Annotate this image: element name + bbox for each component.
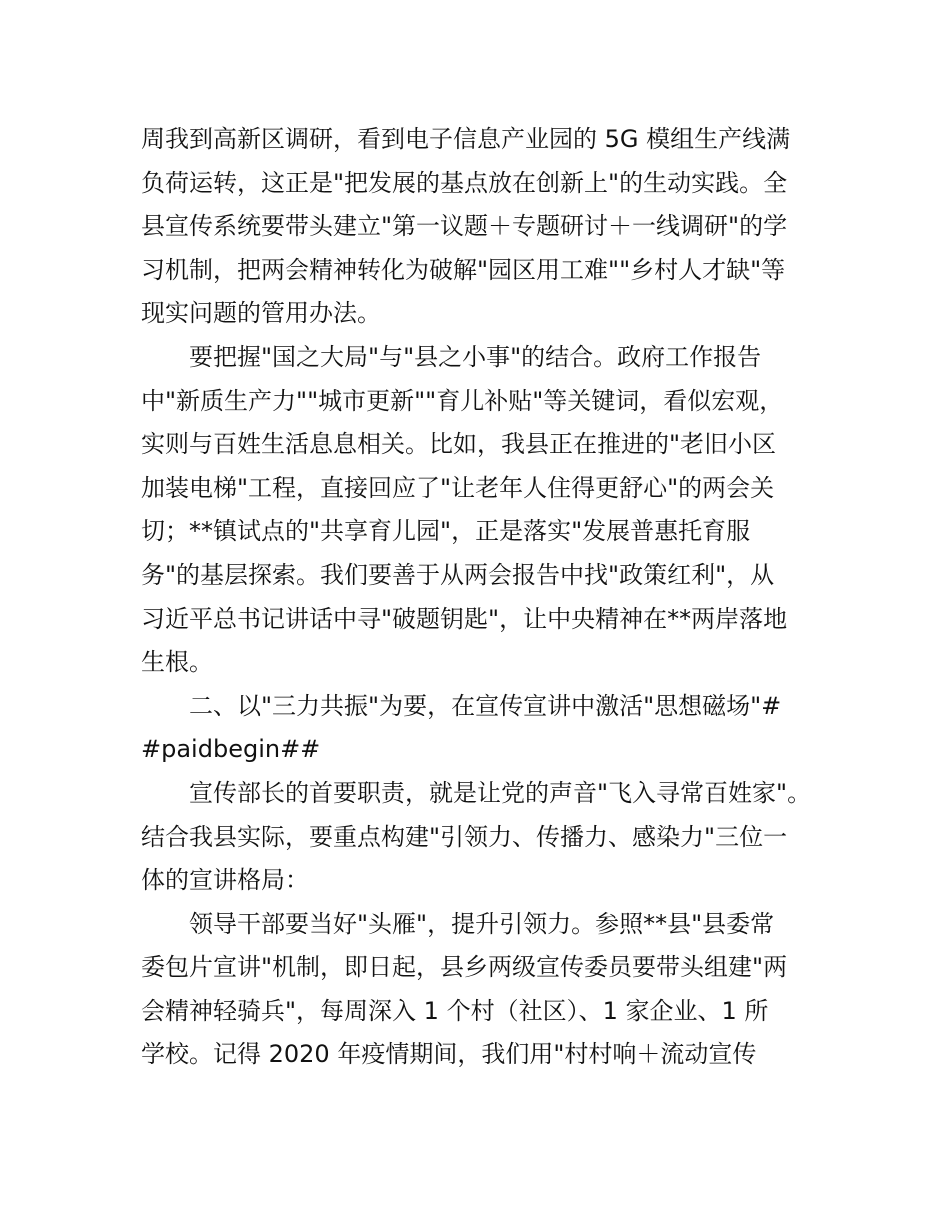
- text-line: 宣传部长的首要职责，就是让党的声音"飞入寻常百姓家"。: [189, 778, 812, 807]
- text-line: 习机制，把两会精神转化为破解"园区用工难""乡村人才缺"等: [141, 255, 786, 284]
- text-line: 结合我县实际，要重点构建"引领力、传播力、感染力"三位一: [141, 822, 788, 851]
- text-line: 生根。: [141, 648, 213, 677]
- text-line: 习近平总书记讲话中寻"破题钥匙"，让中央精神在**两岸落地: [141, 604, 788, 633]
- text-line: 务"的基层探索。我们要善于从两会报告中找"政策红利"，从: [141, 560, 775, 589]
- paragraph-1: [141, 118, 821, 336]
- text-line: 现实问题的管用办法。: [141, 299, 381, 328]
- text-line: 学校。记得 2020 年疫情期间，我们用"村村响＋流动宣传: [141, 1040, 757, 1069]
- text-line: 实则与百姓生活息息相关。比如，我县正在推进的"老旧小区: [141, 430, 777, 459]
- section-heading-2: [141, 685, 821, 772]
- text-line: 负荷运转，这正是"把发展的基点放在创新上"的生动实践。全: [141, 168, 788, 197]
- text-line: 会精神轻骑兵"，每周深入 1 个村（社区）、1 家企业、1 所: [141, 996, 769, 1025]
- text-line: 要把握"国之大局"与"县之小事"的结合。政府工作报告: [189, 342, 762, 371]
- heading-line: 二、以"三力共振"为要，在宣传宣讲中激活"思想磁场"#: [189, 691, 782, 720]
- text-line: 委包片宣讲"机制，即日起，县乡两级宣传委员要带头组建"两: [141, 953, 788, 982]
- document-body: [141, 118, 821, 1077]
- text-line: 县宣传系统要带头建立"第一议题＋专题研讨＋一线调研"的学: [141, 212, 788, 241]
- text-line: 周我到高新区调研，看到电子信息产业园的 5G 模组生产线满: [141, 125, 791, 153]
- text-line: 中"新质生产力""城市更新""育儿补贴"等关键词，看似宏观，: [141, 386, 784, 415]
- text-line: 领导干部要当好"头雁"，提升引领力。参照**县"县委常: [189, 909, 775, 938]
- text-line: 加装电梯"工程，直接回应了"让老年人住得更舒心"的两会关: [141, 473, 775, 502]
- text-line: 体的宣讲格局：: [141, 866, 309, 895]
- paragraph-2: [141, 336, 821, 685]
- paragraph-4: [141, 903, 821, 1077]
- paragraph-3: [141, 772, 821, 903]
- heading-line: #paidbegin##: [141, 735, 321, 764]
- text-line: 切；**镇试点的"共享育儿园"，正是落实"发展普惠托育服: [141, 517, 751, 546]
